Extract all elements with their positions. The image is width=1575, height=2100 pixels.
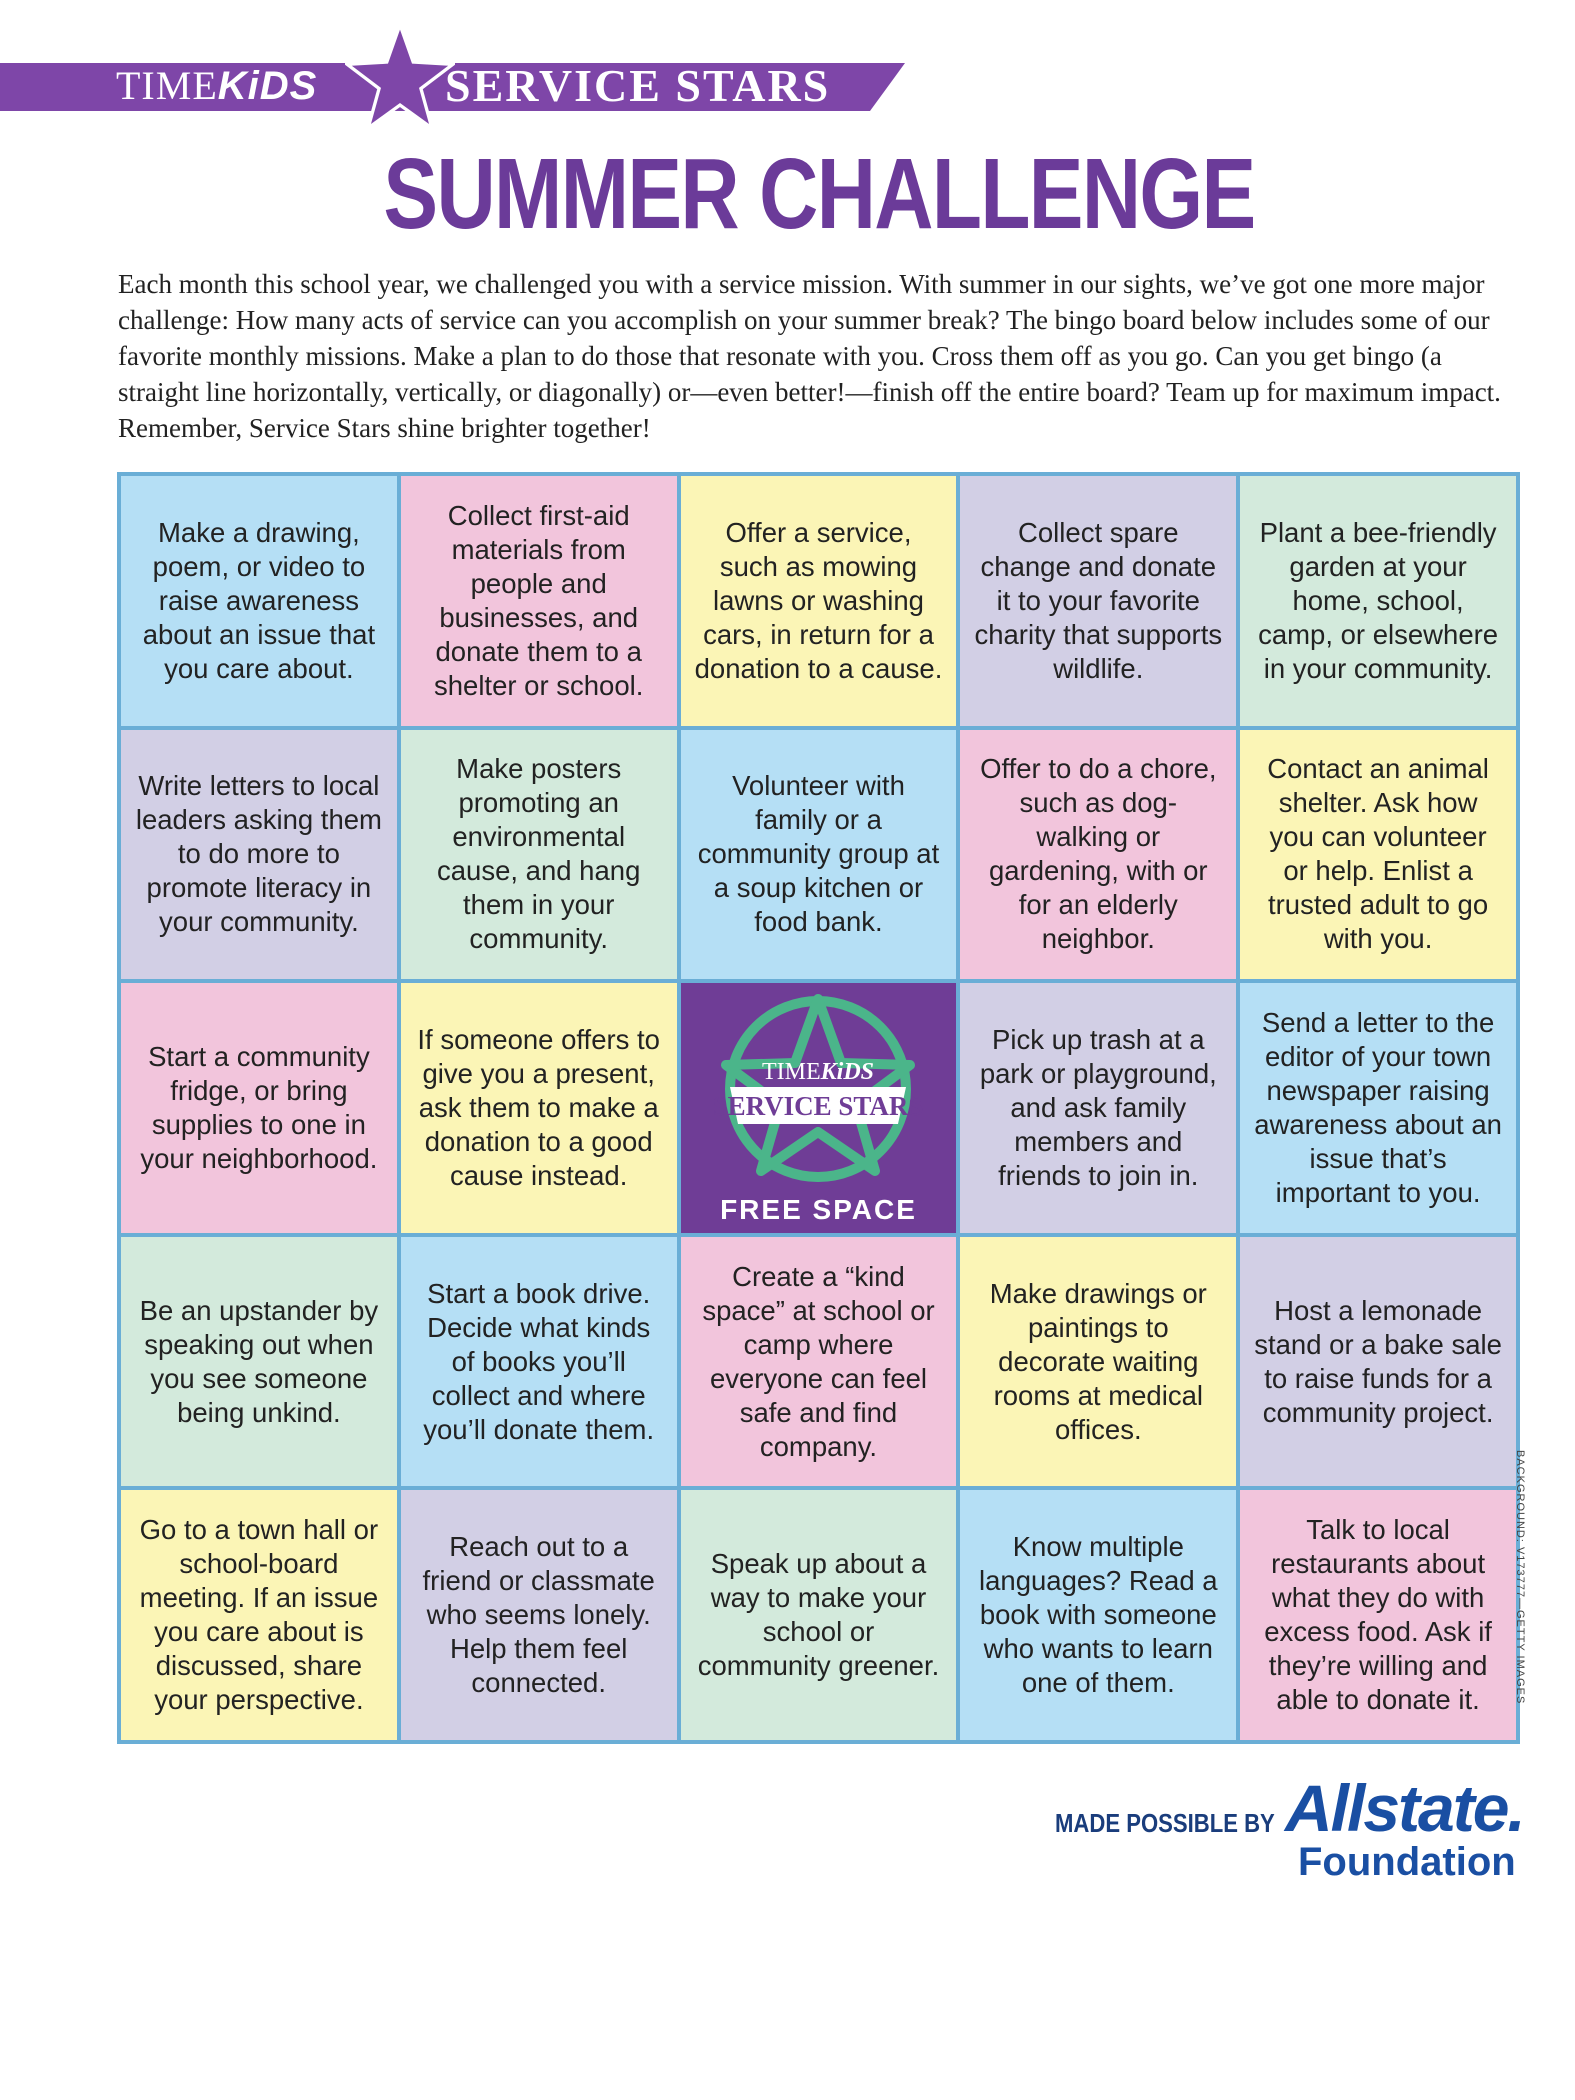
intro-paragraph: Each month this school year, we challenged you with a service mission. With summer in our sights, we’ve got one more major challenge: How many acts of service can you accomplish on your summer break? The bingo board below includes some of our favorite monthly missions. Make a plan to do those that resonate with you. Cross them off as you go. Can you get bingo (a straight line horizontally, vertically, or diagonally) or—even better!—finish off the entire board? Team up for maximum impact. Remember, Service Stars shine brighter together! (118, 269, 1501, 443)
bingo-cell[interactable]: Offer a service, such as mowing lawns or washing cars, in return for a donation to a cause. (681, 476, 957, 726)
sponsor-label: MADE POSSIBLE BY (1055, 1808, 1275, 1838)
bingo-cell[interactable]: Make posters promoting an environmental cause, and hang them in your community. (401, 730, 677, 980)
bingo-cell[interactable]: Send a letter to the editor of your town newspaper raising awareness about an issue that’s important to you. (1240, 983, 1516, 1233)
bingo-cell[interactable]: Reach out to a friend or classmate who seems lonely. Help them feel connected. (401, 1490, 677, 1740)
photo-credit: BACKGROUND: V173777—GETTY IMAGES (1514, 1450, 1526, 1705)
sponsor-subtitle: Foundation (1298, 1840, 1516, 1884)
bingo-cell[interactable]: Offer to do a chore, such as dog-walking or gardening, with or for an elderly neighbor. (960, 730, 1236, 980)
free-space-label: FREE SPACE (720, 1193, 917, 1225)
free-brand-time: TIMEKiDS (762, 1058, 875, 1085)
bingo-cell[interactable]: Contact an animal shelter. Ask how you can volunteer or help. Enlist a trusted adult to go with you. (1240, 730, 1516, 980)
bingo-cell[interactable]: Talk to local restaurants about what they do with excess food. Ask if they’re willing and able to donate it. (1240, 1490, 1516, 1740)
bingo-cell[interactable]: Pick up trash at a park or playground, and ask family members and friends to join in. (960, 983, 1236, 1233)
bingo-cell[interactable]: Go to a town hall or school-board meeting. If an issue you care about is discussed, share your perspective. (121, 1490, 397, 1740)
bingo-cell[interactable]: Host a lemonade stand or a bake sale to raise funds for a community project. (1240, 1237, 1516, 1487)
star-icon (345, 20, 455, 135)
brand-logo (116, 62, 317, 110)
bingo-cell[interactable]: Volunteer with family or a community group at a soup kitchen or food bank. (681, 730, 957, 980)
free-brand-program: SERVICE STARS (713, 1090, 924, 1121)
bingo-cell[interactable]: Collect spare change and donate it to your favorite charity that supports wildlife. (960, 476, 1236, 726)
bingo-cell[interactable]: Create a “kind space” at school or camp where everyone can feel safe and find company. (681, 1237, 957, 1487)
brand-kids: KiDS (217, 64, 318, 108)
bingo-board (117, 472, 1520, 1744)
bingo-cell[interactable]: Make drawings or paintings to decorate waiting rooms at medical offices. (960, 1237, 1236, 1487)
bingo-cell[interactable]: Know multiple languages? Read a book with someone who wants to learn one of them. (960, 1490, 1236, 1740)
brand-program: SERVICE STARS (445, 60, 831, 111)
bingo-cell[interactable]: Plant a bee-friendly garden at your home, school, camp, or elsewhere in your community. (1240, 476, 1516, 726)
bingo-cell[interactable]: If someone offers to give you a present, ask them to make a donation to a good cause instead. (401, 983, 677, 1233)
bingo-cell[interactable]: Make a drawing, poem, or video to raise awareness about an issue that you care about. (121, 476, 397, 726)
bingo-cell[interactable]: Collect first-aid materials from people and businesses, and donate them to a shelter or school. (401, 476, 677, 726)
page-title: SUMMER CHALLENGE (383, 138, 1255, 250)
bingo-cell[interactable]: Speak up about a way to make your school or community greener. (681, 1490, 957, 1740)
free-space-cell[interactable] (681, 983, 957, 1233)
sponsor-logo: Allstate. (1285, 1771, 1524, 1845)
brand-time: TIME (116, 63, 218, 108)
service-stars-logo-icon (698, 989, 938, 1189)
bingo-cell[interactable]: Be an upstander by speaking out when you see someone being unkind. (121, 1237, 397, 1487)
bingo-cell[interactable]: Start a book drive. Decide what kinds of books you’ll collect and where you’ll donate them. (401, 1237, 677, 1487)
bingo-cell[interactable]: Write letters to local leaders asking them to do more to promote literacy in your community. (121, 730, 397, 980)
bingo-cell[interactable]: Start a community fridge, or bring supplies to one in your neighborhood. (121, 983, 397, 1233)
header-banner (0, 0, 905, 135)
